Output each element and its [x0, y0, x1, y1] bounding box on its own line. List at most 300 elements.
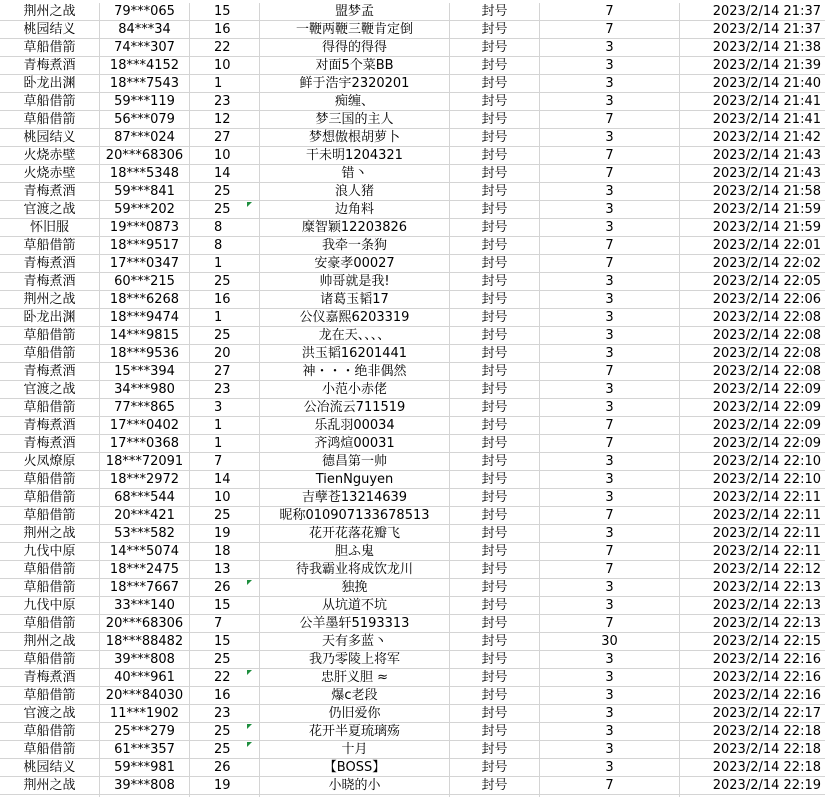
- nickname-cell[interactable]: 待我霸业将成饮龙川: [260, 561, 450, 578]
- account-cell[interactable]: 17***0402: [100, 417, 190, 434]
- account-cell[interactable]: 56***079: [100, 111, 190, 128]
- nickname-cell[interactable]: 胆ふ鬼: [260, 543, 450, 560]
- time-cell[interactable]: 2023/2/14 21:58: [712, 184, 821, 199]
- action-cell[interactable]: 封号: [450, 21, 540, 38]
- nickname-cell[interactable]: 德昌第一帅: [260, 453, 450, 470]
- days-cell[interactable]: 3: [540, 219, 680, 236]
- action-cell[interactable]: 封号: [450, 705, 540, 722]
- action-cell[interactable]: 封号: [450, 741, 540, 758]
- action-cell[interactable]: 封号: [450, 579, 540, 596]
- account-cell[interactable]: 77***865: [100, 399, 190, 416]
- nickname-cell[interactable]: 我乃零陵上将军: [260, 651, 450, 668]
- days-cell[interactable]: 3: [540, 579, 680, 596]
- action-cell[interactable]: 封号: [450, 111, 540, 128]
- time-cell[interactable]: 2023/2/14 22:12: [712, 562, 821, 577]
- action-cell[interactable]: 封号: [450, 543, 540, 560]
- server-cell[interactable]: 火烧赤壁: [0, 165, 100, 182]
- nickname-cell[interactable]: 小范小赤佬: [260, 381, 450, 398]
- server-cell[interactable]: 荆州之战: [0, 525, 100, 542]
- time-cell[interactable]: 2023/2/14 22:17: [712, 706, 821, 721]
- account-cell[interactable]: 18***9536: [100, 345, 190, 362]
- time-cell[interactable]: 2023/2/14 22:19: [712, 778, 821, 793]
- days-cell[interactable]: 7: [540, 111, 680, 128]
- days-cell[interactable]: 3: [540, 93, 680, 110]
- days-cell[interactable]: 3: [540, 471, 680, 488]
- time-cell[interactable]: 2023/2/14 22:13: [712, 616, 821, 631]
- action-cell[interactable]: 封号: [450, 327, 540, 344]
- days-cell[interactable]: 3: [540, 345, 680, 362]
- level-cell[interactable]: 25: [190, 741, 260, 758]
- server-cell[interactable]: 草船借箭: [0, 489, 100, 506]
- action-cell[interactable]: 封号: [450, 273, 540, 290]
- action-cell[interactable]: 封号: [450, 381, 540, 398]
- account-cell[interactable]: 18***5348: [100, 165, 190, 182]
- action-cell[interactable]: 封号: [450, 183, 540, 200]
- time-cell[interactable]: 2023/2/14 22:09: [712, 436, 821, 451]
- action-cell[interactable]: 封号: [450, 255, 540, 272]
- action-cell[interactable]: 封号: [450, 669, 540, 686]
- server-cell[interactable]: 草船借箭: [0, 399, 100, 416]
- time-cell[interactable]: 2023/2/14 22:10: [712, 472, 821, 487]
- server-cell[interactable]: 青梅煮酒: [0, 57, 100, 74]
- server-cell[interactable]: 草船借箭: [0, 327, 100, 344]
- action-cell[interactable]: 封号: [450, 165, 540, 182]
- nickname-cell[interactable]: 洪玉韬16201441: [260, 345, 450, 362]
- nickname-cell[interactable]: 从坑道不坑: [260, 597, 450, 614]
- days-cell[interactable]: 30: [540, 633, 680, 650]
- days-cell[interactable]: 3: [540, 327, 680, 344]
- days-cell[interactable]: 3: [540, 669, 680, 686]
- account-cell[interactable]: 74***307: [100, 39, 190, 56]
- time-cell[interactable]: 2023/2/14 22:13: [712, 598, 821, 613]
- action-cell[interactable]: 封号: [450, 345, 540, 362]
- server-cell[interactable]: 草船借箭: [0, 345, 100, 362]
- server-cell[interactable]: 卧龙出渊: [0, 309, 100, 326]
- level-cell[interactable]: 10: [190, 147, 260, 164]
- server-cell[interactable]: 火烧赤壁: [0, 147, 100, 164]
- server-cell[interactable]: 草船借箭: [0, 237, 100, 254]
- level-cell[interactable]: 1: [190, 435, 260, 452]
- time-cell[interactable]: 2023/2/14 22:09: [712, 382, 821, 397]
- level-cell[interactable]: 16: [190, 687, 260, 704]
- days-cell[interactable]: 7: [540, 615, 680, 632]
- level-cell[interactable]: 23: [190, 381, 260, 398]
- time-cell[interactable]: 2023/2/14 21:37: [712, 22, 821, 37]
- account-cell[interactable]: 18***7667: [100, 579, 190, 596]
- server-cell[interactable]: 青梅煮酒: [0, 273, 100, 290]
- time-cell[interactable]: 2023/2/14 22:09: [712, 418, 821, 433]
- server-cell[interactable]: 草船借箭: [0, 507, 100, 524]
- server-cell[interactable]: 九伐中原: [0, 543, 100, 560]
- nickname-cell[interactable]: 仍旧爱你: [260, 705, 450, 722]
- level-cell[interactable]: 15: [190, 597, 260, 614]
- action-cell[interactable]: 封号: [450, 399, 540, 416]
- level-cell[interactable]: 25: [190, 201, 260, 218]
- level-cell[interactable]: 13: [190, 561, 260, 578]
- level-cell[interactable]: 25: [190, 327, 260, 344]
- account-cell[interactable]: 61***357: [100, 741, 190, 758]
- time-cell[interactable]: 2023/2/14 22:11: [712, 544, 821, 559]
- level-cell[interactable]: 1: [190, 75, 260, 92]
- nickname-cell[interactable]: 小晓的小: [260, 777, 450, 794]
- server-cell[interactable]: 青梅煮酒: [0, 183, 100, 200]
- time-cell[interactable]: 2023/2/14 22:13: [712, 580, 821, 595]
- action-cell[interactable]: 封号: [450, 57, 540, 74]
- days-cell[interactable]: 7: [540, 435, 680, 452]
- nickname-cell[interactable]: 忠肝义胆 ≈: [260, 669, 450, 686]
- nickname-cell[interactable]: 独挽: [260, 579, 450, 596]
- account-cell[interactable]: 33***140: [100, 597, 190, 614]
- days-cell[interactable]: 3: [540, 75, 680, 92]
- level-cell[interactable]: 12: [190, 111, 260, 128]
- account-cell[interactable]: 34***980: [100, 381, 190, 398]
- level-cell[interactable]: 18: [190, 543, 260, 560]
- nickname-cell[interactable]: 梦三国的主人: [260, 111, 450, 128]
- server-cell[interactable]: 青梅煮酒: [0, 435, 100, 452]
- server-cell[interactable]: 官渡之战: [0, 381, 100, 398]
- days-cell[interactable]: 7: [540, 543, 680, 560]
- time-cell[interactable]: 2023/2/14 22:05: [712, 274, 821, 289]
- level-cell[interactable]: 7: [190, 453, 260, 470]
- account-cell[interactable]: 15***394: [100, 363, 190, 380]
- nickname-cell[interactable]: 盟梦孟: [260, 3, 450, 20]
- action-cell[interactable]: 封号: [450, 201, 540, 218]
- nickname-cell[interactable]: 吉孽苍13214639: [260, 489, 450, 506]
- nickname-cell[interactable]: 痴缠、: [260, 93, 450, 110]
- time-cell[interactable]: 2023/2/14 22:01: [712, 238, 821, 253]
- server-cell[interactable]: 草船借箭: [0, 111, 100, 128]
- action-cell[interactable]: 封号: [450, 453, 540, 470]
- level-cell[interactable]: 25: [190, 507, 260, 524]
- days-cell[interactable]: 3: [540, 723, 680, 740]
- level-cell[interactable]: 14: [190, 165, 260, 182]
- server-cell[interactable]: 青梅煮酒: [0, 255, 100, 272]
- account-cell[interactable]: 59***202: [100, 201, 190, 218]
- nickname-cell[interactable]: 错丶: [260, 165, 450, 182]
- account-cell[interactable]: 18***9474: [100, 309, 190, 326]
- nickname-cell[interactable]: 对面5个菜BB: [260, 57, 450, 74]
- time-cell[interactable]: 2023/2/14 22:11: [712, 490, 821, 505]
- server-cell[interactable]: 青梅煮酒: [0, 363, 100, 380]
- time-cell[interactable]: 2023/2/14 21:41: [712, 112, 821, 127]
- level-cell[interactable]: 14: [190, 471, 260, 488]
- action-cell[interactable]: 封号: [450, 561, 540, 578]
- nickname-cell[interactable]: 得得的得得: [260, 39, 450, 56]
- account-cell[interactable]: 20***421: [100, 507, 190, 524]
- days-cell[interactable]: 7: [540, 237, 680, 254]
- days-cell[interactable]: 3: [540, 309, 680, 326]
- account-cell[interactable]: 84***34: [100, 21, 190, 38]
- nickname-cell[interactable]: 花开花落花瓣飞: [260, 525, 450, 542]
- nickname-cell[interactable]: 公仪嘉熙6203319: [260, 309, 450, 326]
- time-cell[interactable]: 2023/2/14 21:37: [712, 4, 821, 19]
- server-cell[interactable]: 荆州之战: [0, 291, 100, 308]
- level-cell[interactable]: 1: [190, 255, 260, 272]
- server-cell[interactable]: 官渡之战: [0, 201, 100, 218]
- days-cell[interactable]: 3: [540, 687, 680, 704]
- level-cell[interactable]: 23: [190, 93, 260, 110]
- nickname-cell[interactable]: 鲜于浩宇2320201: [260, 75, 450, 92]
- account-cell[interactable]: 18***9517: [100, 237, 190, 254]
- days-cell[interactable]: 3: [540, 273, 680, 290]
- level-cell[interactable]: 10: [190, 57, 260, 74]
- account-cell[interactable]: 20***68306: [100, 147, 190, 164]
- nickname-cell[interactable]: 浪人猪: [260, 183, 450, 200]
- days-cell[interactable]: 3: [540, 291, 680, 308]
- account-cell[interactable]: 87***024: [100, 129, 190, 146]
- time-cell[interactable]: 2023/2/14 22:18: [712, 742, 821, 757]
- level-cell[interactable]: 25: [190, 651, 260, 668]
- days-cell[interactable]: 7: [540, 561, 680, 578]
- account-cell[interactable]: 11***1902: [100, 705, 190, 722]
- action-cell[interactable]: 封号: [450, 309, 540, 326]
- time-cell[interactable]: 2023/2/14 21:39: [712, 58, 821, 73]
- level-cell[interactable]: 20: [190, 345, 260, 362]
- action-cell[interactable]: 封号: [450, 507, 540, 524]
- action-cell[interactable]: 封号: [450, 723, 540, 740]
- account-cell[interactable]: 18***4152: [100, 57, 190, 74]
- nickname-cell[interactable]: 齐鸿煊00031: [260, 435, 450, 452]
- action-cell[interactable]: 封号: [450, 651, 540, 668]
- account-cell[interactable]: 18***7543: [100, 75, 190, 92]
- nickname-cell[interactable]: 十月: [260, 741, 450, 758]
- server-cell[interactable]: 草船借箭: [0, 579, 100, 596]
- server-cell[interactable]: 官渡之战: [0, 705, 100, 722]
- account-cell[interactable]: 19***0873: [100, 219, 190, 236]
- time-cell[interactable]: 2023/2/14 22:18: [712, 760, 821, 775]
- account-cell[interactable]: 79***065: [100, 3, 190, 20]
- time-cell[interactable]: 2023/2/14 21:42: [712, 130, 821, 145]
- account-cell[interactable]: 18***88482: [100, 633, 190, 650]
- nickname-cell[interactable]: 【BOSS】: [260, 759, 450, 776]
- account-cell[interactable]: 59***119: [100, 93, 190, 110]
- action-cell[interactable]: 封号: [450, 435, 540, 452]
- action-cell[interactable]: 封号: [450, 129, 540, 146]
- account-cell[interactable]: 18***2972: [100, 471, 190, 488]
- action-cell[interactable]: 封号: [450, 525, 540, 542]
- action-cell[interactable]: 封号: [450, 759, 540, 776]
- account-cell[interactable]: 20***84030: [100, 687, 190, 704]
- server-cell[interactable]: 草船借箭: [0, 651, 100, 668]
- server-cell[interactable]: 草船借箭: [0, 93, 100, 110]
- action-cell[interactable]: 封号: [450, 291, 540, 308]
- time-cell[interactable]: 2023/2/14 21:41: [712, 94, 821, 109]
- days-cell[interactable]: 7: [540, 363, 680, 380]
- nickname-cell[interactable]: 花开半夏琉璃殇: [260, 723, 450, 740]
- server-cell[interactable]: 荆州之战: [0, 3, 100, 20]
- time-cell[interactable]: 2023/2/14 21:43: [712, 166, 821, 181]
- nickname-cell[interactable]: 诸葛玉韬17: [260, 291, 450, 308]
- days-cell[interactable]: 3: [540, 129, 680, 146]
- days-cell[interactable]: 3: [540, 597, 680, 614]
- nickname-cell[interactable]: 糜智颖12203826: [260, 219, 450, 236]
- time-cell[interactable]: 2023/2/14 22:18: [712, 724, 821, 739]
- account-cell[interactable]: 20***68306: [100, 615, 190, 632]
- account-cell[interactable]: 17***0368: [100, 435, 190, 452]
- nickname-cell[interactable]: 一鞭两鞭三鞭肯定倒: [260, 21, 450, 38]
- days-cell[interactable]: 3: [540, 381, 680, 398]
- nickname-cell[interactable]: 龙在天、、、、: [260, 327, 450, 344]
- nickname-cell[interactable]: 神・・・绝非偶然: [260, 363, 450, 380]
- level-cell[interactable]: 16: [190, 291, 260, 308]
- days-cell[interactable]: 3: [540, 705, 680, 722]
- account-cell[interactable]: 39***808: [100, 777, 190, 794]
- action-cell[interactable]: 封号: [450, 237, 540, 254]
- action-cell[interactable]: 封号: [450, 633, 540, 650]
- level-cell[interactable]: 26: [190, 579, 260, 596]
- account-cell[interactable]: 18***2475: [100, 561, 190, 578]
- time-cell[interactable]: 2023/2/14 22:11: [712, 526, 821, 541]
- time-cell[interactable]: 2023/2/14 21:59: [712, 220, 821, 235]
- account-cell[interactable]: 40***961: [100, 669, 190, 686]
- level-cell[interactable]: 8: [190, 237, 260, 254]
- nickname-cell[interactable]: 爆c老段: [260, 687, 450, 704]
- account-cell[interactable]: 39***808: [100, 651, 190, 668]
- account-cell[interactable]: 53***582: [100, 525, 190, 542]
- days-cell[interactable]: 3: [540, 651, 680, 668]
- nickname-cell[interactable]: 干未明1204321: [260, 147, 450, 164]
- action-cell[interactable]: 封号: [450, 147, 540, 164]
- time-cell[interactable]: 2023/2/14 22:08: [712, 346, 821, 361]
- days-cell[interactable]: 3: [540, 759, 680, 776]
- action-cell[interactable]: 封号: [450, 219, 540, 236]
- time-cell[interactable]: 2023/2/14 22:16: [712, 670, 821, 685]
- time-cell[interactable]: 2023/2/14 22:08: [712, 328, 821, 343]
- action-cell[interactable]: 封号: [450, 777, 540, 794]
- days-cell[interactable]: 7: [540, 147, 680, 164]
- level-cell[interactable]: 1: [190, 417, 260, 434]
- level-cell[interactable]: 27: [190, 363, 260, 380]
- nickname-cell[interactable]: 昵称010907133678513: [260, 507, 450, 524]
- time-cell[interactable]: 2023/2/14 22:10: [712, 454, 821, 469]
- account-cell[interactable]: 17***0347: [100, 255, 190, 272]
- server-cell[interactable]: 怀旧服: [0, 219, 100, 236]
- days-cell[interactable]: 7: [540, 21, 680, 38]
- action-cell[interactable]: 封号: [450, 3, 540, 20]
- days-cell[interactable]: 7: [540, 3, 680, 20]
- level-cell[interactable]: 27: [190, 129, 260, 146]
- time-cell[interactable]: 2023/2/14 21:40: [712, 76, 821, 91]
- time-cell[interactable]: 2023/2/14 22:16: [712, 652, 821, 667]
- days-cell[interactable]: 3: [540, 183, 680, 200]
- account-cell[interactable]: 25***279: [100, 723, 190, 740]
- action-cell[interactable]: 封号: [450, 363, 540, 380]
- days-cell[interactable]: 7: [540, 255, 680, 272]
- action-cell[interactable]: 封号: [450, 597, 540, 614]
- level-cell[interactable]: 25: [190, 183, 260, 200]
- action-cell[interactable]: 封号: [450, 417, 540, 434]
- days-cell[interactable]: 3: [540, 489, 680, 506]
- server-cell[interactable]: 青梅煮酒: [0, 669, 100, 686]
- server-cell[interactable]: 草船借箭: [0, 687, 100, 704]
- nickname-cell[interactable]: 帅哥就是我!: [260, 273, 450, 290]
- server-cell[interactable]: 桃园结义: [0, 759, 100, 776]
- days-cell[interactable]: 7: [540, 417, 680, 434]
- server-cell[interactable]: 草船借箭: [0, 471, 100, 488]
- level-cell[interactable]: 10: [190, 489, 260, 506]
- server-cell[interactable]: 草船借箭: [0, 561, 100, 578]
- days-cell[interactable]: 3: [540, 741, 680, 758]
- level-cell[interactable]: 8: [190, 219, 260, 236]
- time-cell[interactable]: 2023/2/14 22:08: [712, 310, 821, 325]
- server-cell[interactable]: 草船借箭: [0, 741, 100, 758]
- level-cell[interactable]: 26: [190, 759, 260, 776]
- days-cell[interactable]: 3: [540, 399, 680, 416]
- time-cell[interactable]: 2023/2/14 22:11: [712, 508, 821, 523]
- server-cell[interactable]: 桃园结义: [0, 21, 100, 38]
- nickname-cell[interactable]: 公冶流云711519: [260, 399, 450, 416]
- level-cell[interactable]: 22: [190, 39, 260, 56]
- time-cell[interactable]: 2023/2/14 22:06: [712, 292, 821, 307]
- account-cell[interactable]: 18***6268: [100, 291, 190, 308]
- days-cell[interactable]: 3: [540, 525, 680, 542]
- level-cell[interactable]: 22: [190, 669, 260, 686]
- account-cell[interactable]: 18***72091: [100, 453, 190, 470]
- action-cell[interactable]: 封号: [450, 93, 540, 110]
- server-cell[interactable]: 卧龙出渊: [0, 75, 100, 92]
- server-cell[interactable]: 草船借箭: [0, 723, 100, 740]
- level-cell[interactable]: 7: [190, 615, 260, 632]
- nickname-cell[interactable]: 安豪孝00027: [260, 255, 450, 272]
- time-cell[interactable]: 2023/2/14 22:15: [712, 634, 821, 649]
- nickname-cell[interactable]: 边角料: [260, 201, 450, 218]
- days-cell[interactable]: 7: [540, 777, 680, 794]
- time-cell[interactable]: 2023/2/14 22:09: [712, 400, 821, 415]
- time-cell[interactable]: 2023/2/14 22:02: [712, 256, 821, 271]
- nickname-cell[interactable]: 公羊墨轩5193313: [260, 615, 450, 632]
- account-cell[interactable]: 14***9815: [100, 327, 190, 344]
- level-cell[interactable]: 19: [190, 525, 260, 542]
- nickname-cell[interactable]: 我牵一条狗: [260, 237, 450, 254]
- server-cell[interactable]: 青梅煮酒: [0, 417, 100, 434]
- level-cell[interactable]: 15: [190, 3, 260, 20]
- level-cell[interactable]: 23: [190, 705, 260, 722]
- level-cell[interactable]: 25: [190, 273, 260, 290]
- server-cell[interactable]: 荆州之战: [0, 633, 100, 650]
- time-cell[interactable]: 2023/2/14 21:59: [712, 202, 821, 217]
- days-cell[interactable]: 7: [540, 507, 680, 524]
- server-cell[interactable]: 九伐中原: [0, 597, 100, 614]
- time-cell[interactable]: 2023/2/14 21:43: [712, 148, 821, 163]
- server-cell[interactable]: 荆州之战: [0, 777, 100, 794]
- account-cell[interactable]: 60***215: [100, 273, 190, 290]
- nickname-cell[interactable]: 梦想傲根胡萝卜: [260, 129, 450, 146]
- action-cell[interactable]: 封号: [450, 489, 540, 506]
- account-cell[interactable]: 59***841: [100, 183, 190, 200]
- level-cell[interactable]: 25: [190, 723, 260, 740]
- action-cell[interactable]: 封号: [450, 39, 540, 56]
- level-cell[interactable]: 19: [190, 777, 260, 794]
- level-cell[interactable]: 1: [190, 309, 260, 326]
- nickname-cell[interactable]: TienNguyen: [260, 471, 450, 488]
- action-cell[interactable]: 封号: [450, 471, 540, 488]
- time-cell[interactable]: 2023/2/14 21:38: [712, 40, 821, 55]
- action-cell[interactable]: 封号: [450, 75, 540, 92]
- days-cell[interactable]: 3: [540, 201, 680, 218]
- server-cell[interactable]: 桃园结义: [0, 129, 100, 146]
- account-cell[interactable]: 59***981: [100, 759, 190, 776]
- level-cell[interactable]: 3: [190, 399, 260, 416]
- time-cell[interactable]: 2023/2/14 22:16: [712, 688, 821, 703]
- account-cell[interactable]: 14***5074: [100, 543, 190, 560]
- nickname-cell[interactable]: 乐乱羽00034: [260, 417, 450, 434]
- time-cell[interactable]: 2023/2/14 22:08: [712, 364, 821, 379]
- server-cell[interactable]: 草船借箭: [0, 39, 100, 56]
- server-cell[interactable]: 草船借箭: [0, 615, 100, 632]
- days-cell[interactable]: 7: [540, 165, 680, 182]
- nickname-cell[interactable]: 天有多蓝丶: [260, 633, 450, 650]
- account-cell[interactable]: 68***544: [100, 489, 190, 506]
